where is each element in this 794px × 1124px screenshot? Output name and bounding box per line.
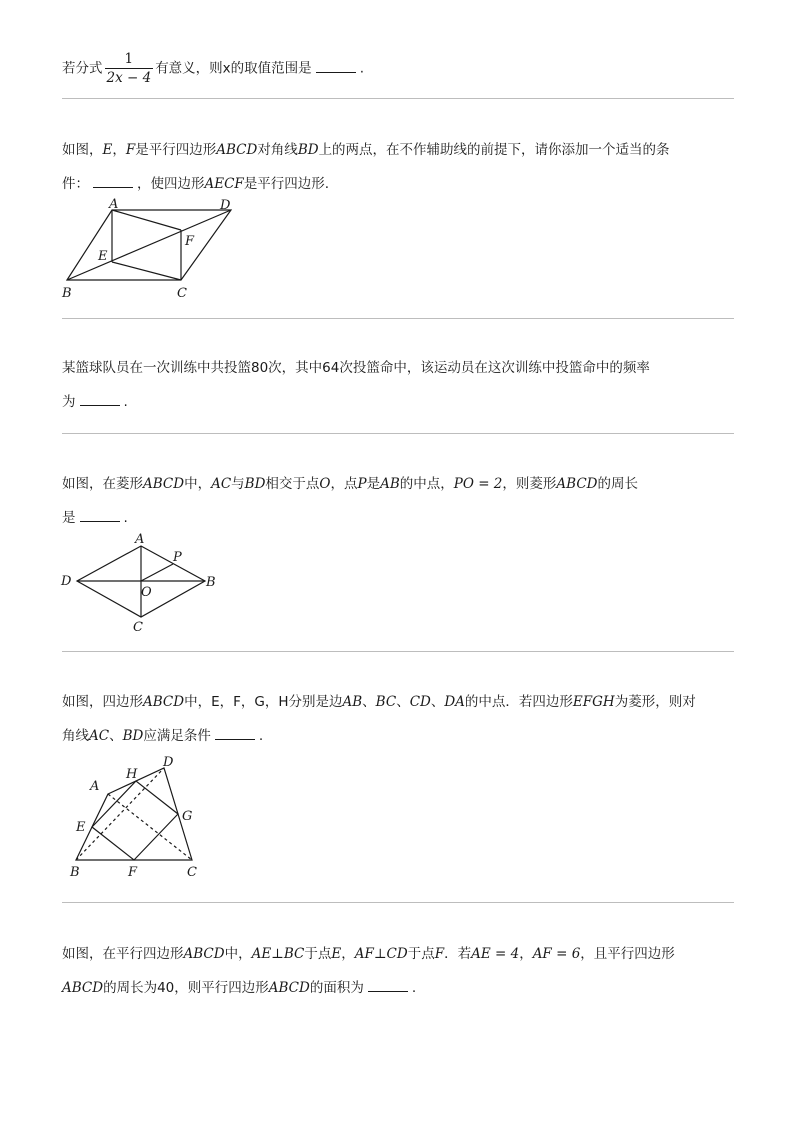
text: 是	[62, 510, 76, 526]
answer-blank[interactable]	[80, 507, 120, 522]
math: E	[102, 142, 113, 158]
math: BD	[297, 142, 319, 158]
segment-po	[141, 564, 173, 581]
rhombus-efgh	[92, 781, 178, 860]
text: 如图，在平行四边形	[62, 946, 184, 962]
math: F	[125, 142, 136, 158]
text: 是平行四边形	[135, 142, 217, 158]
text: 件：	[62, 176, 89, 192]
text: ，	[519, 946, 533, 962]
math: PO = 2	[453, 476, 503, 492]
text: 是	[366, 476, 381, 492]
math: BD	[122, 728, 144, 744]
label-d: D	[163, 755, 174, 770]
text: ，且平行四边形	[580, 946, 675, 962]
divider	[62, 651, 734, 652]
label-a: A	[90, 779, 100, 794]
math: ABCD	[268, 980, 310, 996]
fraction-numerator: 1	[105, 50, 154, 69]
math: EFGH	[572, 694, 615, 710]
text: 为	[62, 394, 76, 410]
fraction	[105, 50, 154, 87]
label-d: D	[61, 574, 72, 589]
question-5	[62, 685, 734, 753]
divider	[62, 98, 734, 99]
math: AE⊥BC	[251, 946, 305, 962]
text: 的周长	[597, 476, 638, 492]
label-a: A	[135, 532, 145, 547]
question-4-line-1	[62, 467, 734, 501]
question-6-line-1	[62, 937, 734, 971]
text: 如图，在菱形	[62, 476, 143, 492]
question-6	[62, 937, 734, 1005]
text: ，点	[330, 476, 358, 492]
math: ABCD	[143, 694, 185, 710]
text: .	[411, 980, 417, 996]
answer-blank[interactable]	[93, 173, 133, 188]
text: 上的两点，在不作辅助线的前提下，请你添加一个适当的条	[318, 142, 670, 158]
label-e: E	[76, 820, 86, 835]
answer-blank[interactable]	[80, 391, 120, 406]
math: CD	[409, 694, 431, 710]
text: 若分式	[62, 60, 103, 77]
math: AC	[211, 476, 232, 492]
text: 的周长为40，则平行四边形	[103, 980, 269, 996]
text: .	[123, 394, 128, 410]
math: BC	[375, 694, 397, 710]
label-b: B	[206, 575, 216, 590]
text: .	[258, 728, 264, 744]
question-3-line-2	[62, 385, 734, 419]
question-2	[62, 133, 734, 201]
text: 角线	[62, 728, 89, 744]
math: DA	[444, 694, 465, 710]
text: 、	[430, 694, 445, 710]
label-o: O	[141, 585, 152, 600]
text: 应满足条件	[143, 728, 211, 744]
text: 有意义，则x的取值范围是	[155, 60, 312, 77]
math: AE = 4	[471, 946, 520, 962]
text: ，则菱形	[502, 476, 557, 492]
label-c: C	[133, 620, 143, 635]
question-5-line-2	[62, 719, 734, 753]
segment-ec	[112, 262, 181, 280]
text: 如图，四边形	[62, 694, 143, 710]
text: 的面积为	[309, 980, 364, 996]
label-p: P	[173, 550, 182, 565]
text: 于点	[304, 946, 332, 962]
question-6-line-2	[62, 971, 734, 1005]
divider	[62, 433, 734, 434]
math: BD	[244, 476, 266, 492]
math: ABCD	[62, 980, 104, 996]
text: 与	[231, 476, 245, 492]
label-e: E	[98, 249, 108, 264]
math: AC	[89, 728, 110, 744]
math: AF⊥CD	[354, 946, 408, 962]
question-3	[62, 351, 734, 419]
text: 如图，	[62, 142, 103, 158]
math: AF = 6	[532, 946, 581, 962]
text: 是平行四边形.	[243, 176, 330, 192]
text: 中，	[224, 946, 252, 962]
math: F	[434, 946, 445, 962]
label-g: G	[182, 809, 193, 824]
math: ABCD	[143, 476, 185, 492]
label-f: F	[128, 865, 138, 880]
divider	[62, 318, 734, 319]
question-3-line-1: 某篮球队员在一次训练中共投篮80次，其中64次投篮命中，该运动员在这次训练中投篮命中的频率	[62, 360, 650, 376]
label-b: B	[70, 865, 80, 880]
label-c: C	[187, 865, 197, 880]
label-a: A	[109, 197, 119, 212]
label-b: B	[62, 286, 72, 301]
math: E	[331, 946, 342, 962]
text: 的中点．若四边形	[464, 694, 573, 710]
quadrilateral-figure	[60, 750, 210, 882]
label-h: H	[126, 767, 138, 782]
rhombus-figure	[55, 528, 230, 636]
parallelogram-figure	[55, 196, 245, 304]
text: 、	[362, 694, 376, 710]
math: AECF	[204, 176, 244, 192]
question-1	[62, 50, 734, 87]
question-2-line-1	[62, 133, 734, 167]
question-1-text	[62, 50, 734, 87]
text: 的中点，	[399, 476, 454, 492]
math: ABCD	[556, 476, 598, 492]
label-d: D	[220, 198, 231, 213]
text: ，使四边形	[137, 176, 205, 192]
text: 于点	[407, 946, 435, 962]
answer-blank[interactable]	[215, 725, 255, 740]
math: ABCD	[183, 946, 225, 962]
text: 中，E，F，G，H分别是边	[184, 694, 343, 710]
text: ，	[112, 142, 126, 158]
text: 对角线	[257, 142, 298, 158]
text: 相交于点	[265, 476, 320, 492]
fraction-denominator: 2x − 4	[106, 70, 152, 86]
text: ，	[341, 946, 355, 962]
text: .	[123, 510, 128, 526]
text: ．若	[444, 946, 472, 962]
segment-af	[112, 210, 181, 230]
text: 、	[396, 694, 410, 710]
question-5-line-1	[62, 685, 734, 719]
question-4	[62, 467, 734, 535]
text: .	[359, 60, 364, 77]
math: P	[357, 476, 367, 492]
answer-blank[interactable]	[316, 58, 356, 73]
text: 、	[109, 728, 123, 744]
divider	[62, 902, 734, 903]
math: AB	[380, 476, 400, 492]
text: 中，	[184, 476, 212, 492]
math: AB	[342, 694, 363, 710]
text: 为菱形，则对	[614, 694, 696, 710]
answer-blank[interactable]	[368, 977, 408, 992]
label-c: C	[177, 286, 187, 301]
math: O	[319, 476, 331, 492]
label-f: F	[185, 234, 195, 249]
math: ABCD	[216, 142, 258, 158]
